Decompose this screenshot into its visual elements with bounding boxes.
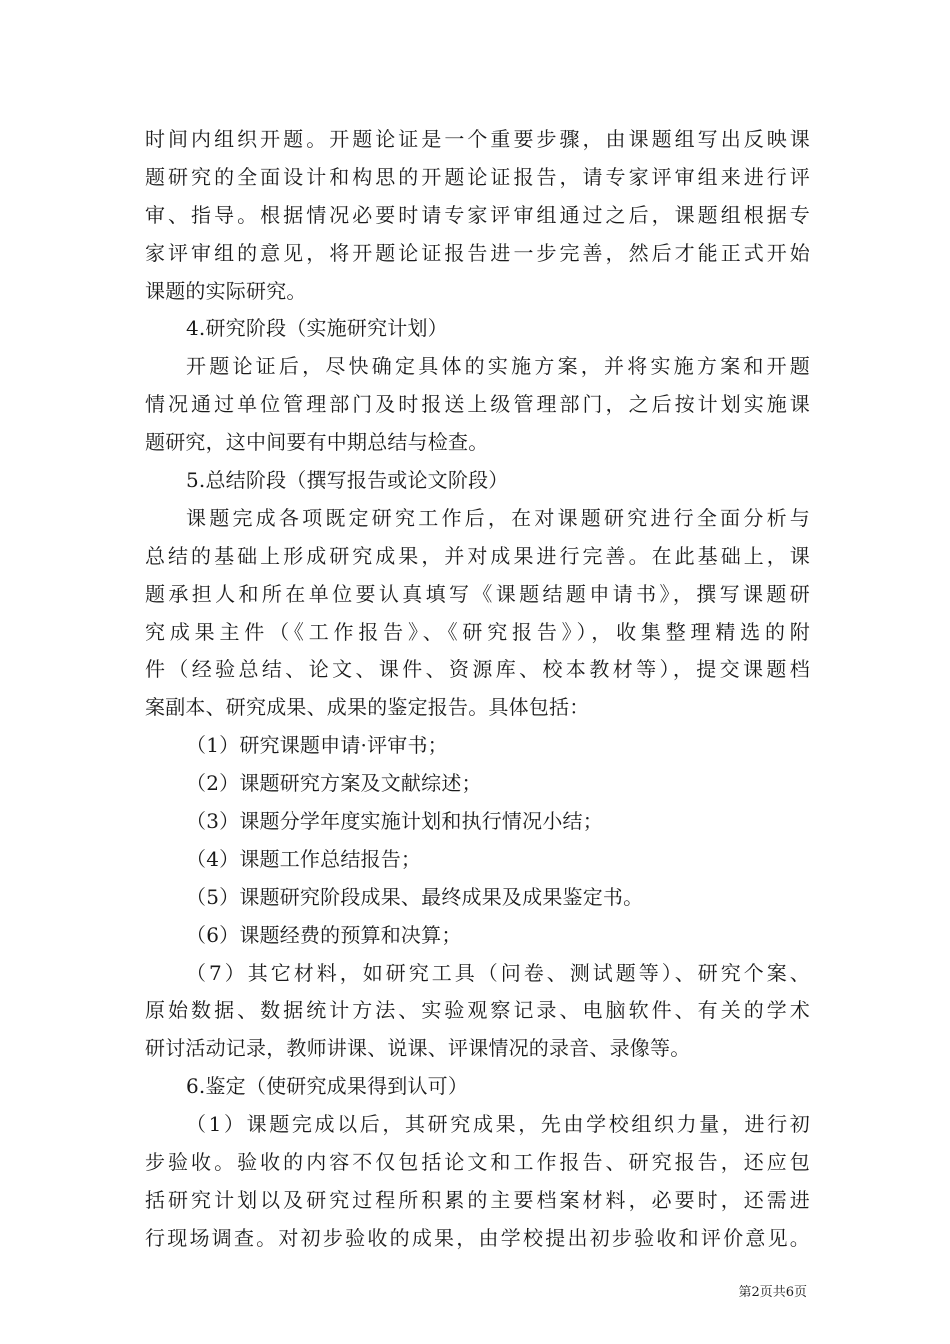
page-number: 第2页共6页 xyxy=(738,1285,807,1300)
list-item: （1）研究课题申请·评审书； xyxy=(186,733,448,758)
text-line: 题承担人和所在单位要认真填写《课题结题申请书》，撰写课题研 xyxy=(145,581,810,606)
section-heading-4: 4.研究阶段（实施研究计划） xyxy=(186,316,448,341)
text-line: 时间内组织开题。开题论证是一个重要步骤，由课题组写出反映课 xyxy=(145,127,810,151)
text-line: 课题完成各项既定研究工作后，在对课题研究进行全面分析与 xyxy=(186,505,810,530)
section-heading-6: 6.鉴定（使研究成果得到认可） xyxy=(186,1074,469,1099)
document-body xyxy=(145,121,810,1258)
list-item: （7）其它材料，如研究工具（问卷、测试题等）、研究个案、 xyxy=(186,960,810,985)
text-line: 开题论证后，尽快确定具体的实施方案，并将实施方案和开题 xyxy=(186,354,810,379)
text-line: 情况通过单位管理部门及时报送上级管理部门，之后按计划实施课 xyxy=(145,392,810,417)
section-heading-5: 5.总结阶段（撰写报告或论文阶段） xyxy=(186,468,509,493)
text-line: 案副本、研究成果、成果的鉴定报告。具体包括： xyxy=(145,695,590,720)
text-line: （1）课题完成以后，其研究成果，先由学校组织力量，进行初 xyxy=(186,1112,810,1137)
text-line: 题研究的全面设计和构思的开题论证报告，请专家评审组来进行评 xyxy=(145,164,810,189)
text-line: 审、指导。根据情况必要时请专家评审组通过之后，课题组根据专 xyxy=(145,202,810,227)
text-line: 括研究计划以及研究过程所积累的主要档案材料，必要时，还需进 xyxy=(145,1187,810,1212)
list-item: （3）课题分学年度实施计划和执行情况小结； xyxy=(186,809,603,834)
list-item: （6）课题经费的预算和决算； xyxy=(186,922,462,947)
text-line: 课题的实际研究。 xyxy=(145,278,307,303)
list-item: （5）课题研究阶段成果、最终成果及成果鉴定书。 xyxy=(186,884,644,909)
text-line: 步验收。验收的内容不仅包括论文和工作报告、研究报告，还应包 xyxy=(145,1150,810,1175)
list-item: （4）课题工作总结报告； xyxy=(186,846,422,871)
list-item: （2）课题研究方案及文献综述； xyxy=(186,771,482,796)
text-line: 总结的基础上形成研究成果，并对成果进行完善。在此基础上，课 xyxy=(145,543,810,568)
text-line: 究成果主件（《工作报告》、《研究报告》），收集整理精选的附 xyxy=(145,619,810,644)
text-line: 研讨活动记录，教师讲课、说课、评课情况的录音、录像等。 xyxy=(145,1036,691,1061)
text-line: 行现场调查。对初步验收的成果，由学校提出初步验收和评价意见。 xyxy=(145,1225,810,1250)
text-line: 原始数据、数据统计方法、实验观察记录、电脑软件、有关的学术 xyxy=(145,998,810,1023)
text-line: 家评审组的意见，将开题论证报告进一步完善，然后才能正式开始 xyxy=(145,240,810,265)
text-line: 件（经验总结、论文、课件、资源库、校本教材等），提交课题档 xyxy=(145,657,810,682)
text-line: 题研究，这中间要有中期总结与检查。 xyxy=(145,430,489,455)
